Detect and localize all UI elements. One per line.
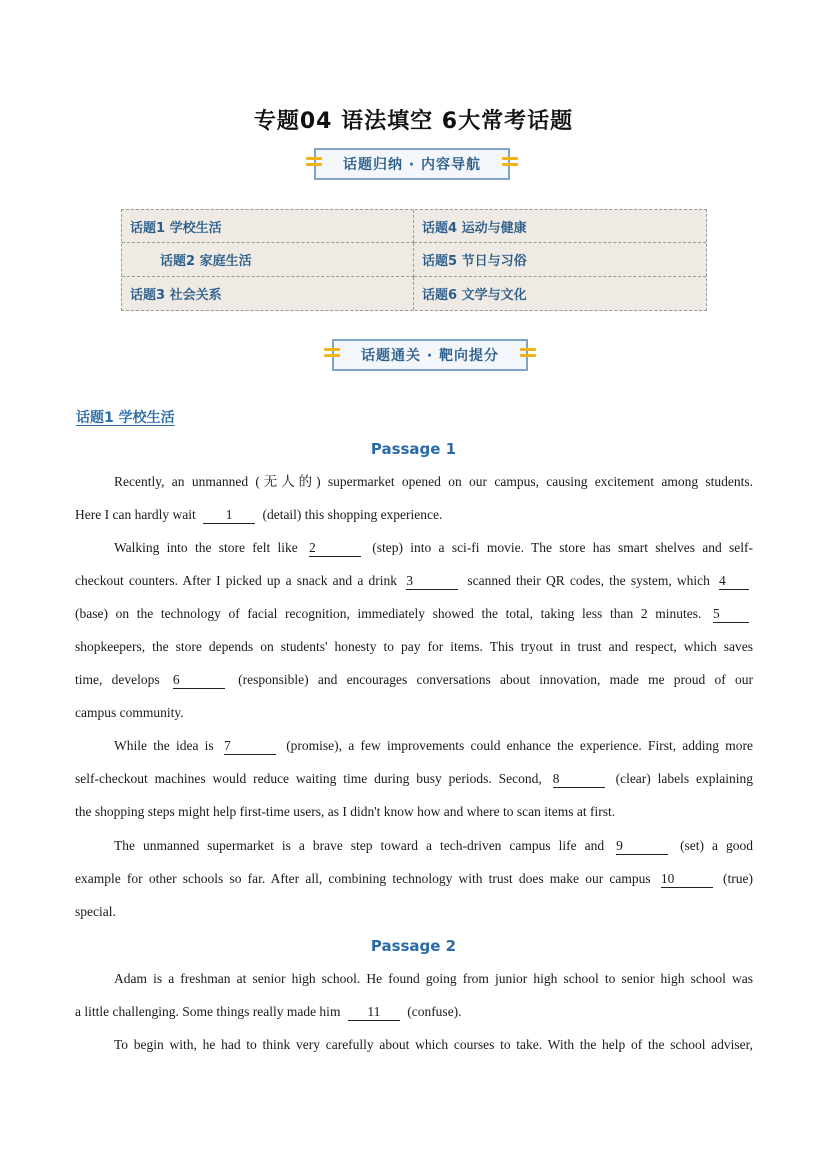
blank-4[interactable]: 4 bbox=[719, 573, 749, 590]
paragraph-line: checkout counters. After I picked up a snack and a drink 3 scanned their QR codes, the system, which 4 bbox=[75, 571, 753, 591]
blank-3[interactable]: 3 bbox=[406, 573, 458, 590]
blank-7[interactable]: 7 bbox=[224, 738, 276, 755]
toc-item-2[interactable]: 话题2 家庭生活 bbox=[122, 243, 414, 276]
paragraph-line: self-checkout machines would reduce waiting time during busy periods. Second, 8 (clear) labels explaining bbox=[75, 771, 754, 786]
practice-banner bbox=[332, 339, 528, 371]
paragraph-line: example for other schools so far. After all, combining technology with trust does make our campus 10 (true) bbox=[75, 871, 753, 886]
paragraph-line: Walking into the store felt like 2 (step) into a sci-fi movie. The store has smart shelves and self- bbox=[114, 540, 754, 555]
blank-1[interactable]: 1 bbox=[203, 507, 255, 524]
toc-banner-label: 话题归纳 · 内容导航 bbox=[342, 157, 482, 173]
blank-8[interactable]: 8 bbox=[553, 771, 605, 788]
paragraph-line: special. bbox=[75, 904, 116, 919]
banner-deco-icon bbox=[502, 157, 518, 171]
paragraph-line: Here I can hardly wait 1 (detail) this shopping experience. bbox=[75, 507, 443, 522]
banner-deco-icon bbox=[324, 348, 340, 362]
page-title: 专题04 语法填空 6大常考话题 bbox=[253, 109, 574, 134]
paragraph-line: the shopping steps might help first-time users, as I didn't know how and where to scan items at first. bbox=[75, 804, 616, 819]
toc-banner bbox=[314, 148, 510, 180]
paragraph-line: Recently, an unmanned (无人的) supermarket opened on our campus, causing excitement among students. bbox=[114, 474, 753, 489]
blank-9[interactable]: 9 bbox=[616, 838, 668, 855]
toc-item-1[interactable]: 话题1 学校生活 bbox=[122, 210, 414, 243]
practice-banner-label: 话题通关 · 靶向提分 bbox=[360, 348, 500, 364]
paragraph-line: While the idea is 7 (promise), a few improvements could enhance the experience. First, adding more bbox=[114, 738, 754, 753]
paragraph-line: To begin with, he had to think very carefully about which courses to take. With the help of the school adviser, bbox=[114, 1037, 753, 1052]
toc-item-6[interactable]: 话题6 文学与文化 bbox=[422, 287, 527, 303]
toc-item-4[interactable]: 话题4 运动与健康 bbox=[414, 210, 706, 243]
blank-10[interactable]: 10 bbox=[661, 871, 713, 888]
paragraph-line: shopkeepers, the store depends on students' honesty to pay for items. This tryout in trust and respect, which saves bbox=[75, 639, 753, 654]
passage-1-title: Passage 1 bbox=[370, 440, 457, 458]
passage-2-title: Passage 2 bbox=[370, 937, 457, 955]
banner-deco-icon bbox=[520, 348, 536, 362]
paragraph-line: Adam is a freshman at senior high school. He found going from junior high school to senior high school was bbox=[114, 971, 753, 986]
paragraph-line: a little challenging. Some things really made him 11 (confuse). bbox=[75, 1004, 462, 1019]
blank-2[interactable]: 2 bbox=[309, 540, 361, 557]
banner-deco-icon bbox=[306, 157, 322, 171]
paragraph-line: campus community. bbox=[75, 705, 184, 720]
toc-item-3[interactable]: 话题3 社会关系 bbox=[122, 277, 414, 310]
paragraph-line: (base) on the technology of facial recognition, immediately showed the total, taking less than 2 minutes. 5 bbox=[75, 604, 753, 624]
paragraph-line: time, develops 6 (responsible) and encourages conversations about innovation, made me proud of our bbox=[75, 672, 754, 687]
blank-6[interactable]: 6 bbox=[173, 672, 225, 689]
toc-item-5[interactable]: 话题5 节日与习俗 bbox=[414, 243, 706, 276]
topic-table bbox=[121, 209, 707, 311]
paragraph-line: The unmanned supermarket is a brave step toward a tech-driven campus life and 9 (set) a good bbox=[114, 838, 754, 853]
section-heading[interactable]: 话题1 学校生活 bbox=[76, 410, 175, 426]
blank-11[interactable]: 11 bbox=[348, 1004, 400, 1021]
blank-5[interactable]: 5 bbox=[713, 606, 749, 623]
